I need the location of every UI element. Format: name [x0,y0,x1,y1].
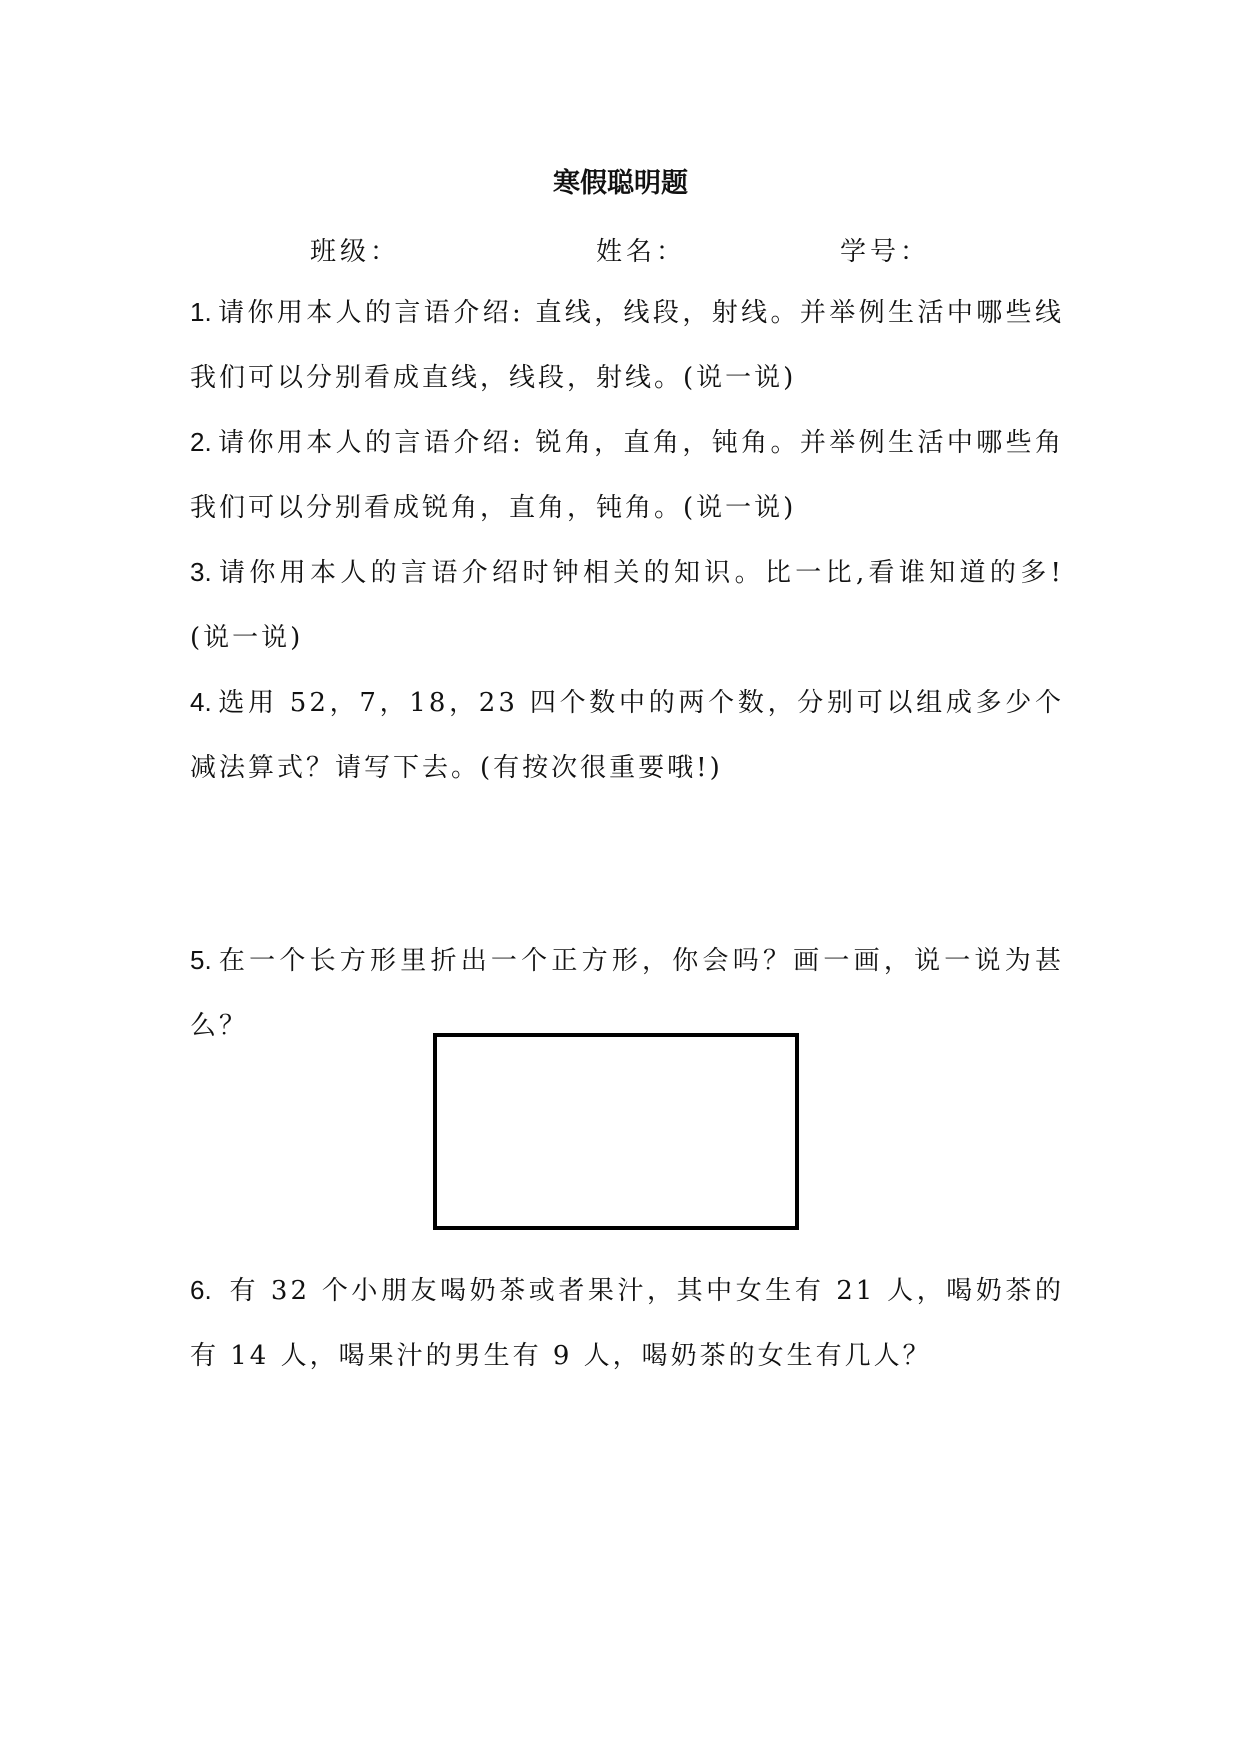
question-number: 3. [190,557,212,587]
rectangle-drawing-box [433,1033,799,1230]
question-1 [190,280,1064,411]
question-3 [190,540,1064,671]
student-id-label: 学号： [840,237,931,267]
question-2 [190,410,1064,541]
question-text: 在一个长方形里折出一个正方形，你会吗？画一画，说一说为甚么？ [190,946,1064,1041]
question-6 [190,1258,1064,1389]
question-number: 4. [190,687,212,717]
class-label: 班级： [310,237,401,267]
question-text: 有 32 个小朋友喝奶茶或者果汁，其中女生有 21 人，喝奶茶的有 14 人，喝果汁的男生有 9 人，喝奶茶的女生有几人？ [190,1276,1064,1371]
question-text: 请你用本人的言语介绍时钟相关的知识。比一比,看谁知道的多!(说一说) [190,558,1064,653]
question-text: 请你用本人的言语介绍: 锐角，直角，钝角。并举例生活中哪些角我们可以分别看成锐角，直角，钝角。(说一说) [190,428,1064,523]
question-text: 选用 52，7，18，23 四个数中的两个数，分别可以组成多少个减法算式？请写下去。(有按次很重要哦!) [190,688,1064,783]
question-4 [190,670,1064,801]
page-title: 寒假聪明题 [553,168,688,199]
question-number: 2. [190,427,212,457]
question-number: 1. [190,297,212,327]
question-text: 请你用本人的言语介绍: 直线，线段，射线。并举例生活中哪些线我们可以分别看成直线，线段，射线。(说一说) [190,298,1064,393]
question-number: 6. [190,1275,212,1305]
question-number: 5. [190,945,212,975]
name-label: 姓名： [596,237,687,267]
